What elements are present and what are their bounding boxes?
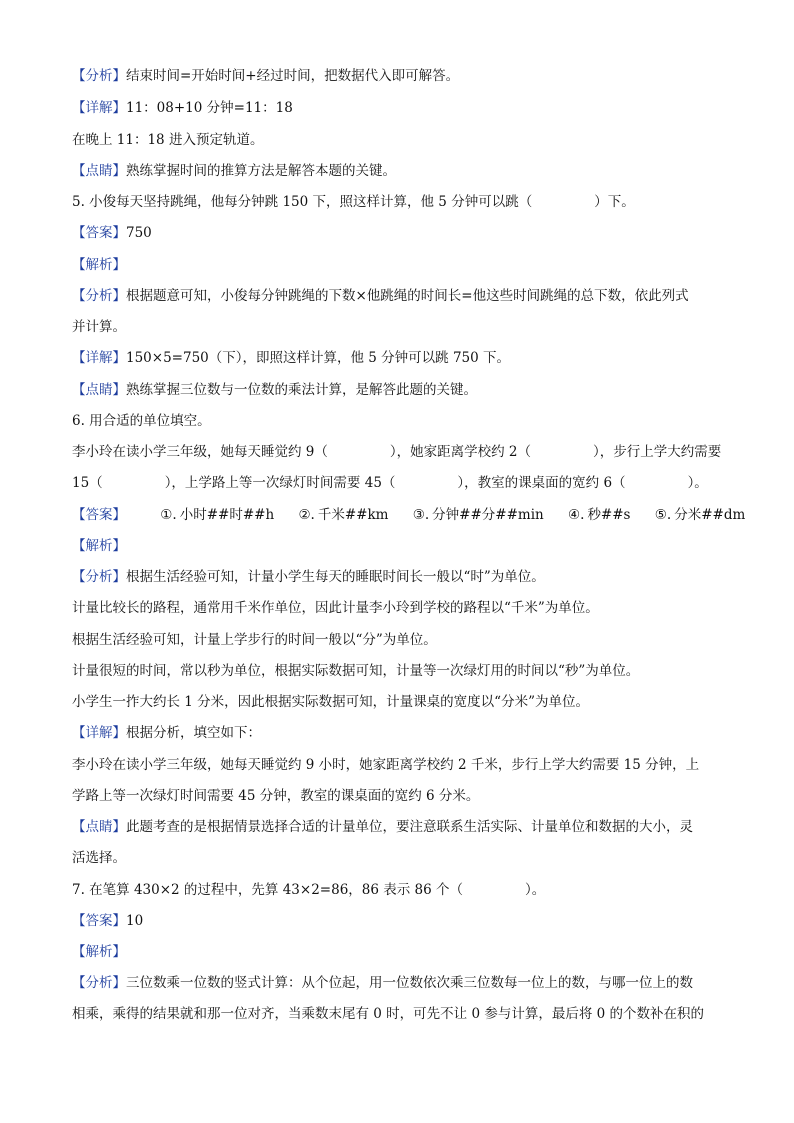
comment-line-6a: [72, 817, 724, 837]
question-6-text: 15（: [72, 475, 103, 491]
question-6-line-b: [72, 473, 724, 493]
answer-6-item-3-text: 分钟##分##min: [432, 507, 544, 523]
answer-6-item-1-num: ①.: [160, 507, 177, 523]
analysis-text: 三位数乘一位数的竖式计算：从个位起，用一位数依次乘三位数每一位上的数，与哪一位上的数: [126, 975, 693, 991]
analysis-line-5a: [72, 286, 724, 306]
comment-text: 熟练掌握时间的推算方法是解答本题的关键。: [126, 163, 396, 179]
detail-line-6a: [72, 755, 724, 775]
analysis-line-5b: [72, 317, 724, 337]
question-6: [72, 411, 724, 431]
comment-tag: 【点睛】: [72, 163, 126, 179]
analysis-text: 小学生一拃大约长 1 分米，因此根据实际数据可知，计量课桌的宽度以“分米”为单位。: [72, 694, 589, 710]
answer-6-item-5-text: 分米##dm: [674, 507, 746, 523]
analysis-text: 根据生活经验可知，计量小学生每天的睡眠时间长一般以“时”为单位。: [126, 569, 545, 585]
answer-6-item-5-num: ⑤.: [654, 507, 672, 523]
answer-6-item-2-num: ②.: [298, 507, 315, 523]
comment-tag: 【点睛】: [72, 819, 126, 835]
answer-line-5: [72, 223, 724, 243]
answer-5-value: 750: [126, 225, 152, 241]
answer-6-item-2-text: 千米##km: [317, 507, 389, 523]
answer-6-item-3-num: ③.: [412, 507, 430, 523]
jiexi-line-5: [72, 255, 724, 275]
question-6-text: ），教室的课桌面的宽约 6（: [457, 475, 626, 491]
question-5: [72, 192, 724, 212]
analysis-tag: 【分析】: [72, 68, 126, 84]
answer-6-item-4-text: 秒##s: [587, 507, 631, 523]
analysis-text: 根据生活经验可知，计量上学步行的时间一般以“分”为单位。: [72, 632, 437, 648]
analysis-tag: 【分析】: [72, 288, 126, 304]
analysis-line-7a: [72, 973, 724, 993]
comment-text: 熟练掌握三位数与一位数的乘法计算，是解答此题的关键。: [126, 382, 477, 398]
answer-tag: 【答案】: [72, 913, 126, 929]
analysis-text: 计量比较长的路程，通常用千米作单位，因此计量李小玲到学校的路程以“千米”为单位。: [72, 600, 599, 616]
answer-line-7: [72, 911, 724, 931]
comment-line-4: [72, 161, 724, 181]
analysis-line-6b: [72, 598, 724, 618]
detail-tag: 【详解】: [72, 725, 126, 741]
detail-text: 学路上等一次绿灯时间需要 45 分钟，教室的课桌面的宽约 6 分米。: [72, 788, 480, 804]
answer-6-item-4-num: ④.: [568, 507, 585, 523]
jiexi-tag: 【解析】: [72, 257, 126, 273]
comment-text: 活选择。: [72, 850, 126, 866]
question-7-text-b: ）。: [525, 882, 546, 898]
analysis-line-6e: [72, 692, 724, 712]
answer-tag: 【答案】: [72, 507, 126, 523]
analysis-line-7b: [72, 1004, 724, 1024]
question-6-text: ），上学路上等一次绿灯时间需要 45（: [164, 475, 396, 491]
question-6-text: 李小玲在读小学三年级，她每天睡觉约 9（: [72, 444, 328, 460]
comment-line-6b: [72, 848, 724, 868]
analysis-tag: 【分析】: [72, 975, 126, 991]
question-5-text-b: ）下。: [594, 194, 635, 210]
comment-text: 此题考查的是根据情景选择合适的计量单位，要注意联系生活实际、计量单位和数据的大小，灵: [126, 819, 693, 835]
detail-text: 150×5=750（下），即照这样计算，他 5 分钟可以跳 750 下。: [126, 350, 511, 366]
analysis-line-6c: [72, 630, 724, 650]
detail-text: 根据分析，填空如下：: [126, 725, 261, 741]
analysis-line-6a: [72, 567, 724, 587]
detail-line-4: [72, 98, 724, 118]
detail-conclusion-text: 在晚上 11：18 进入预定轨道。: [72, 132, 264, 148]
answer-6-item-1-text: 小时##时##h: [179, 507, 275, 523]
detail-line-6: [72, 723, 724, 743]
detail-text: 11：08+10 分钟=11：18: [126, 100, 293, 116]
analysis-line-4: [72, 66, 724, 86]
analysis-line-6d: [72, 661, 724, 681]
detail-line-5: [72, 348, 724, 368]
analysis-text: 结束时间=开始时间+经过时间，把数据代入即可解答。: [126, 68, 460, 84]
comment-tag: 【点睛】: [72, 382, 126, 398]
detail-tag: 【详解】: [72, 350, 126, 366]
detail-line-6b: [72, 786, 724, 806]
question-6-text: ），步行上学大约需要: [593, 444, 722, 460]
analysis-tag: 【分析】: [72, 569, 126, 585]
answer-tag: 【答案】: [72, 225, 126, 241]
question-6-line-a: [72, 442, 724, 462]
question-6-text: ）。: [687, 475, 708, 491]
detail-tag: 【详解】: [72, 100, 126, 116]
question-6-text: 6. 用合适的单位填空。: [72, 413, 211, 429]
question-7-text-a: 7. 在笔算 430×2 的过程中，先算 43×2=86，86 表示 86 个（: [72, 882, 464, 898]
detail-text: 李小玲在读小学三年级，她每天睡觉约 9 小时，她家距离学校约 2 千米，步行上学大约需要 15 分钟，上: [72, 757, 700, 773]
question-7: [72, 880, 724, 900]
detail-conclusion-4: [72, 130, 724, 150]
jiexi-tag: 【解析】: [72, 538, 126, 554]
question-5-text-a: 5. 小俊每天坚持跳绳，他每分钟跳 150 下，照这样计算，他 5 分钟可以跳（: [72, 194, 533, 210]
jiexi-line-7: [72, 942, 724, 962]
analysis-text: 根据题意可知，小俊每分钟跳绳的下数×他跳绳的时间长=他这些时间跳绳的总下数，依此列式: [126, 288, 689, 304]
question-6-text: ），她家距离学校约 2（: [389, 444, 532, 460]
analysis-text: 相乘，乘得的结果就和那一位对齐，当乘数末尾有 0 时，可先不让 0 参与计算，最后将 0 的个数补在积的: [72, 1006, 705, 1022]
jiexi-line-6: [72, 536, 724, 556]
analysis-text: 计量很短的时间，常以秒为单位，根据实际数据可知，计量等一次绿灯用的时间以“秒”为单位。: [72, 663, 640, 679]
analysis-text: 并计算。: [72, 319, 126, 335]
answer-7-value: 10: [126, 913, 144, 929]
answer-line-6: [72, 505, 746, 525]
jiexi-tag: 【解析】: [72, 944, 126, 960]
answer-6-list: [130, 507, 745, 523]
comment-line-5: [72, 380, 724, 400]
